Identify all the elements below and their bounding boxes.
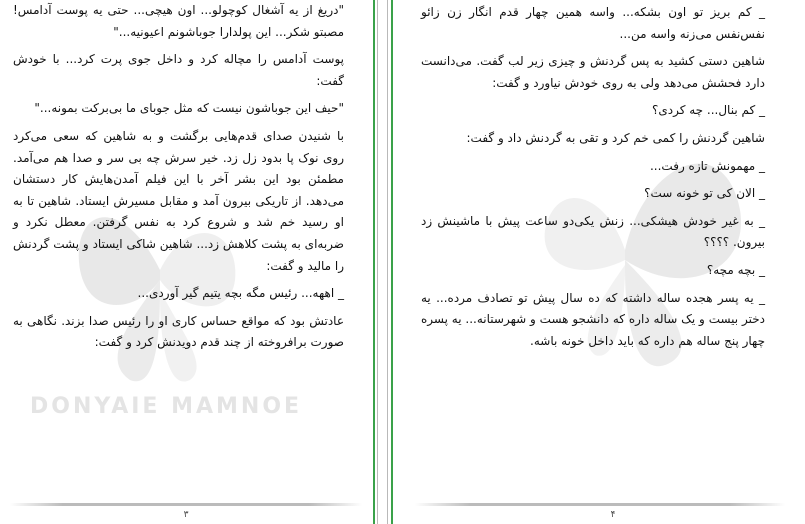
paragraph: _ مهمونش تازه رفت...	[649, 158, 765, 173]
paragraph: _ کم بنال... چه کردی؟	[651, 103, 765, 118]
paragraph: شاهین دستی کشید به پس گردنش و چیزی زیر لب گفت. می‌دانست دارد فحشش می‌دهد ولی به روی خودش نیاورد و گفت:	[421, 54, 765, 90]
footer-divider	[415, 503, 785, 506]
page-number: ۴	[610, 510, 616, 520]
paragraph: عادتش بود که مواقع حساس کاری او را رئیس صدا بزند. نگاهی به صورت برافروخته از چند قدم دویدنش کرد و گفت:	[13, 313, 344, 350]
gutter-line	[387, 0, 388, 524]
book-gutter	[372, 0, 395, 524]
paragraph: _ به غیر خودش هیشکی... زنش یکی‌دو ساعت پیش با ماشینش زد بیرون. ؟؟؟؟	[421, 213, 765, 250]
gutter-line	[391, 0, 393, 524]
page-number: ۳	[183, 510, 189, 520]
paragraph: _ بچه مچه؟	[706, 262, 765, 277]
left-page-text	[13, 0, 344, 360]
right-page	[395, 0, 805, 524]
paragraph: _ کم بریز تو اون بشکه... واسه همین چهار قدم انگار زن زائو نفس‌نفس می‌زنه واسه من...	[421, 5, 765, 41]
paragraph: پوست آدامس را مچاله کرد و داخل جوی پرت کرد... با خودش گفت:	[13, 52, 344, 88]
paragraph: "دریغ از یه آشغال کوچولو... اون هیچی... حتی یه پوست آدامس! مصبتو شکر... این پولدارا جوباشونم اعیونیه..."	[13, 3, 344, 39]
gutter-line	[373, 0, 375, 524]
watermark-text: DONYAIE MAMNOE	[30, 394, 303, 419]
paragraph: "حیف این جوباشون نیست که مثل جوبای ما بی‌برکت بمونه..."	[34, 101, 344, 116]
paragraph: شاهین گردنش را کمی خم کرد و تقی به گردنش داد و گفت:	[466, 130, 765, 145]
paragraph: _ یه پسر هجده ساله داشته که ده سال پیش تو تصادف مرده... یه دختر بیست و یک ساله داره که دانشجو هست و شهرستانه... یه پسره چهار پنج ساله هم داره که باید داخل خونه باشه.	[421, 290, 765, 348]
footer-divider	[10, 503, 362, 506]
paragraph: _ اههه... رئیس مگه بچه یتیم گیر آوردی...	[137, 286, 344, 301]
paragraph: با شنیدن صدای قدم‌هایی برگشت و به شاهین که سعی می‌کرد روی نوک پا بدود زل زد. خیر سرش چه بی سر و صدا هم می‌آمد. مطمئن بود این بشر آخر با این فیلم آمدن‌هایش کار دستشان می‌دهد. از تاریکی بیرون آمد و مقابل مسیرش ایستاد. شاهین تا به او رسید خم شد و شروع کرد به نفس گرفتن. معطل نکرد و ضربه‌ای به پشت کلاهش زد... شاهین شاکی ایستاد و پشت گردنش را مالید و گفت:	[13, 128, 344, 273]
right-page-text	[421, 2, 765, 358]
left-page	[0, 0, 372, 524]
paragraph: _ الان کی تو خونه ست؟	[644, 186, 765, 201]
gutter-line	[377, 0, 378, 524]
